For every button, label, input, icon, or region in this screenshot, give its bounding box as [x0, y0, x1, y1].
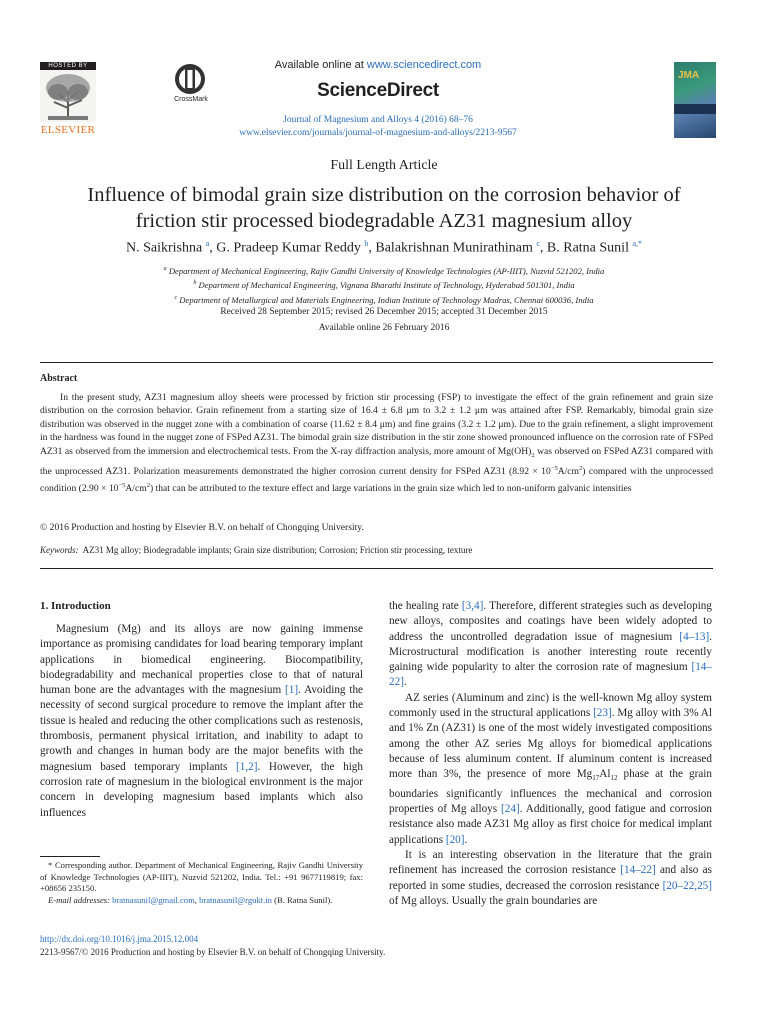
author-list: N. Saikrishna $^a$, G. Pradeep Kumar Reddy $^b$, Balakrishnan Munirathinam $^c$, B. Ratna Sunil $^{a,*}$: [125, 239, 643, 256]
author-affil-marker[interactable]: c: [536, 239, 540, 248]
text: of Mg alloys. Usually the grain boundaries are: [389, 894, 598, 907]
available-online-line: [200, 59, 556, 71]
abstract-sup: −5: [550, 464, 558, 472]
journal-cover-title: JMA: [678, 70, 700, 81]
sciencedirect-link[interactable]: www.sciencedirect.com: [366, 59, 482, 71]
title-line-2: friction stir processed biodegradable AZ31 magnesium alloy: [135, 210, 633, 232]
affiliation-marker: c: [174, 294, 178, 301]
abstract-text: A/cm: [125, 482, 147, 494]
hosted-by-label: HOSTED BY: [40, 62, 96, 70]
paragraph: [389, 848, 712, 909]
doi-link[interactable]: http://dx.doi.org/10.1016/j.jma.2015.12.004: [40, 934, 199, 944]
keywords: [40, 545, 472, 555]
text: . Microstructural modification is another interesting route recently gaining wide popularity to alter the corrosion rate of magnesium: [389, 630, 712, 674]
affiliation-item: [60, 292, 708, 306]
available-prefix: Available online at: [274, 59, 367, 71]
abstract-text: ) that can be attributed to the texture effect and large variations in the grain size which led to non-uniform galvanic intensities: [149, 482, 632, 494]
citation-link[interactable]: [23]: [593, 707, 612, 720]
section-heading-introduction: 1. Introduction: [40, 600, 111, 612]
abstract-sup: −5: [118, 481, 126, 489]
subscript: 12: [610, 774, 618, 783]
text: .: [464, 833, 468, 846]
abstract-copyright: © 2016 Production and hosting by Elsevier B.V. on behalf of Chongqing University.: [40, 522, 364, 533]
title-line-1: Influence of bimodal grain size distribution on the corrosion behavior of: [87, 184, 681, 206]
text: and also as reported in some studies, decreased the corrosion resistance: [389, 864, 712, 892]
divider-bottom: [40, 568, 713, 569]
email-note: E-mail addresses: bratnasunil@gmail.com, bratnasunil@rgukt.in (B. Ratna Sunil).: [48, 894, 333, 905]
abstract-heading: Abstract: [40, 373, 78, 384]
body-column-left: [40, 622, 363, 821]
email-label: E-mail addresses:: [48, 894, 110, 905]
text: the healing rate: [389, 600, 462, 612]
affiliation-marker: b: [193, 280, 197, 287]
citation-link[interactable]: [20–22,25]: [662, 879, 712, 892]
text: AZ series (Aluminum and zinc) is the well-known Mg alloy system commonly used in the structural applications: [389, 691, 712, 720]
issn-copyright: 2213-9567/© 2016 Production and hosting by Elsevier B.V. on behalf of Chongqing University.: [40, 947, 386, 957]
email-link[interactable]: bratnasunil@gmail.com: [112, 894, 195, 905]
abstract-sup: 2: [579, 464, 583, 472]
affiliation-item: [60, 277, 708, 291]
elsevier-wordmark: ELSEVIER: [40, 124, 96, 136]
citation-link[interactable]: [1]: [285, 684, 299, 697]
affiliation-text: Department of Metallurgical and Materials Engineering, Indian Institute of Technology Madras, Chennai 600036, India: [179, 294, 594, 305]
author-name[interactable]: G. Pradeep Kumar Reddy: [216, 240, 361, 256]
paragraph: [389, 691, 712, 848]
email-link[interactable]: bratnasunil@rgukt.in: [199, 894, 272, 905]
affiliation-text: Department of Mechanical Engineering, Rajiv Gandhi University of Knowledge Technologies (AP-IIIT), Nuzvid 521202, India: [168, 265, 605, 276]
text: phase at the grain boundaries significantly influences the mechanical and corrosion properties of Mg alloys: [389, 768, 713, 816]
author-name[interactable]: N. Saikrishna: [125, 240, 203, 256]
affiliations: [60, 263, 708, 306]
citation-link[interactable]: [4–13]: [679, 630, 710, 643]
citation-link[interactable]: [14–22]: [389, 661, 712, 689]
abstract-text: ) compared with the unprocessed condition (2.90 × 10: [40, 466, 714, 494]
citation-link[interactable]: [14–22]: [620, 864, 656, 877]
text: Magnesium (Mg) and its alloys are now gaining immense importance as promising candidates for load bearing temporary implant applications in biomedical engineering. Biocompatibility, biodegradability and mechanical properties close to that of natural human bone are the advantages with the magnesium: [40, 623, 363, 697]
abstract-text: was observed on FSPed AZ31 compared with the unprocessed AZ31. Polarization measurements demonstrated the higher corrosion current density for FSPed AZ31 (8.92 × 10: [40, 445, 713, 478]
author-name[interactable]: B. Ratna Sunil: [546, 240, 629, 256]
author-affil-marker[interactable]: a: [205, 239, 210, 248]
citation-link[interactable]: [24]: [501, 803, 520, 816]
citation-link[interactable]: [1,2]: [236, 760, 258, 773]
journal-reference: [180, 114, 576, 140]
affiliation-marker: a: [163, 266, 167, 272]
author-affil-marker[interactable]: a,*: [632, 239, 643, 248]
footnote: [40, 860, 363, 906]
journal-cover-strip: [674, 104, 716, 114]
abstract-text: In the present study, AZ31 magnesium alloy sheets were processed by friction stir processing (FSP) to investigate the effect of the grain refinement and grain size distribution on the corrosion behavior. Grain refinement from a starting size of 16.4 ± 6.8 μm to 3.2 ± 1.2 μm was attained after FSP. Remarkably, bimodal grain size distribution was observed in the nugget zone with a combination of coarse (11.62 ± 8.4 μm) and fine grains (3.2 ± 1.2 μm). Due to the grain refinement, a slight improvement in the hardness was found in the nugget zone of FSPed AZ31. The bimodal grain size distribution in the stir zone showed pronounced influence on the corrosion rate of FSPed AZ31 as observed from the immersion and electrochemical tests. From the X-ray diffraction analysis, more amount of Mg(OH): [40, 392, 713, 457]
subscript: 17: [592, 774, 600, 783]
available-online-date: Available online 26 February 2016: [318, 322, 450, 333]
text: .: [403, 676, 407, 689]
journal-url-link[interactable]: www.elsevier.com/journals/journal-of-magnesium-and-alloys/2213-9567: [239, 128, 517, 138]
affiliation-item: [60, 263, 708, 277]
abstract-body: [40, 391, 713, 495]
text: It is an interesting observation in the literature that the grain refinement has increased the corrosion resistance: [389, 848, 712, 877]
keywords-label: Keywords:: [40, 545, 79, 555]
paragraph: [389, 599, 712, 691]
keywords-list: AZ31 Mg alloy; Biodegradable implants; Grain size distribution; Corrosion; Friction stir processing, texture: [82, 545, 473, 555]
text: . Avoiding the necessity of second surgical procedure to remove the implant after the tissue is healed and reducing the other complications such as restenosis, thrombosis, permanent physical irritation, and inability to adapt to growth and changes in human body are the major benefits with the magnesium based temporary implants: [40, 684, 364, 773]
journal-citation[interactable]: Journal of Magnesium and Alloys 4 (2016) 68–76: [283, 115, 473, 125]
divider-top: [40, 362, 713, 363]
text: . Mg alloy with 3% Al and 1% Zn (AZ31) is one of the most widely investigated compositions among the other AZ series Mg alloys for biomedical applications because of less aluminum content. If aluminum content is increased more than 3%, the presence of more Mg: [389, 707, 712, 781]
text: . However, the high corrosion rate of magnesium in the biological environment is the major concern in developing magnesium based implants which also influences: [40, 760, 363, 819]
paragraph: [40, 622, 363, 821]
text: . Additionally, good fatigue and corrosion resistance also made AZ31 Mg alloy as first choice for medical implant applications: [389, 803, 712, 846]
citation-link[interactable]: [20]: [445, 833, 465, 846]
corresponding-author-note: * Corresponding author. Department of Mechanical Engineering, Rajiv Gandhi University of Knowledge Technologies (AP-IIIT), Nuzvid 521202, India. Tel.: +91 9677119819; fax: +08656 235150.: [40, 860, 363, 893]
email-owner: (B. Ratna Sunil).: [271, 894, 333, 905]
received-dates: Received 28 September 2015; revised 26 December 2015; accepted 31 December 2015: [220, 307, 548, 317]
footnote-rule: [40, 856, 100, 857]
sciencedirect-wordmark: ScienceDirect: [317, 80, 439, 101]
author-name[interactable]: Balakrishnan Munirathinam: [375, 240, 533, 256]
body-column-right: [389, 599, 712, 909]
author-affil-marker[interactable]: b: [364, 239, 369, 248]
abstract-sup: 2: [146, 481, 150, 489]
text: . Therefore, different strategies such as developing new alloys, composites and coatings have been widely adopted to address the uncontrolled degradation issue of magnesium: [389, 600, 712, 643]
abstract-sub: 2: [531, 451, 535, 459]
crossmark-label: CrossMark: [174, 96, 208, 103]
article-history: [60, 305, 708, 336]
article-title: [40, 182, 728, 234]
abstract-text: A/cm: [557, 466, 580, 478]
text: Al: [599, 768, 611, 781]
citation-link[interactable]: [3,4]: [461, 600, 484, 612]
article-type: Full Length Article: [330, 158, 438, 173]
affiliation-text: Department of Mechanical Engineering, Vignana Bharathi Institute of Technology, Hyderabad 501301, India: [198, 280, 575, 291]
